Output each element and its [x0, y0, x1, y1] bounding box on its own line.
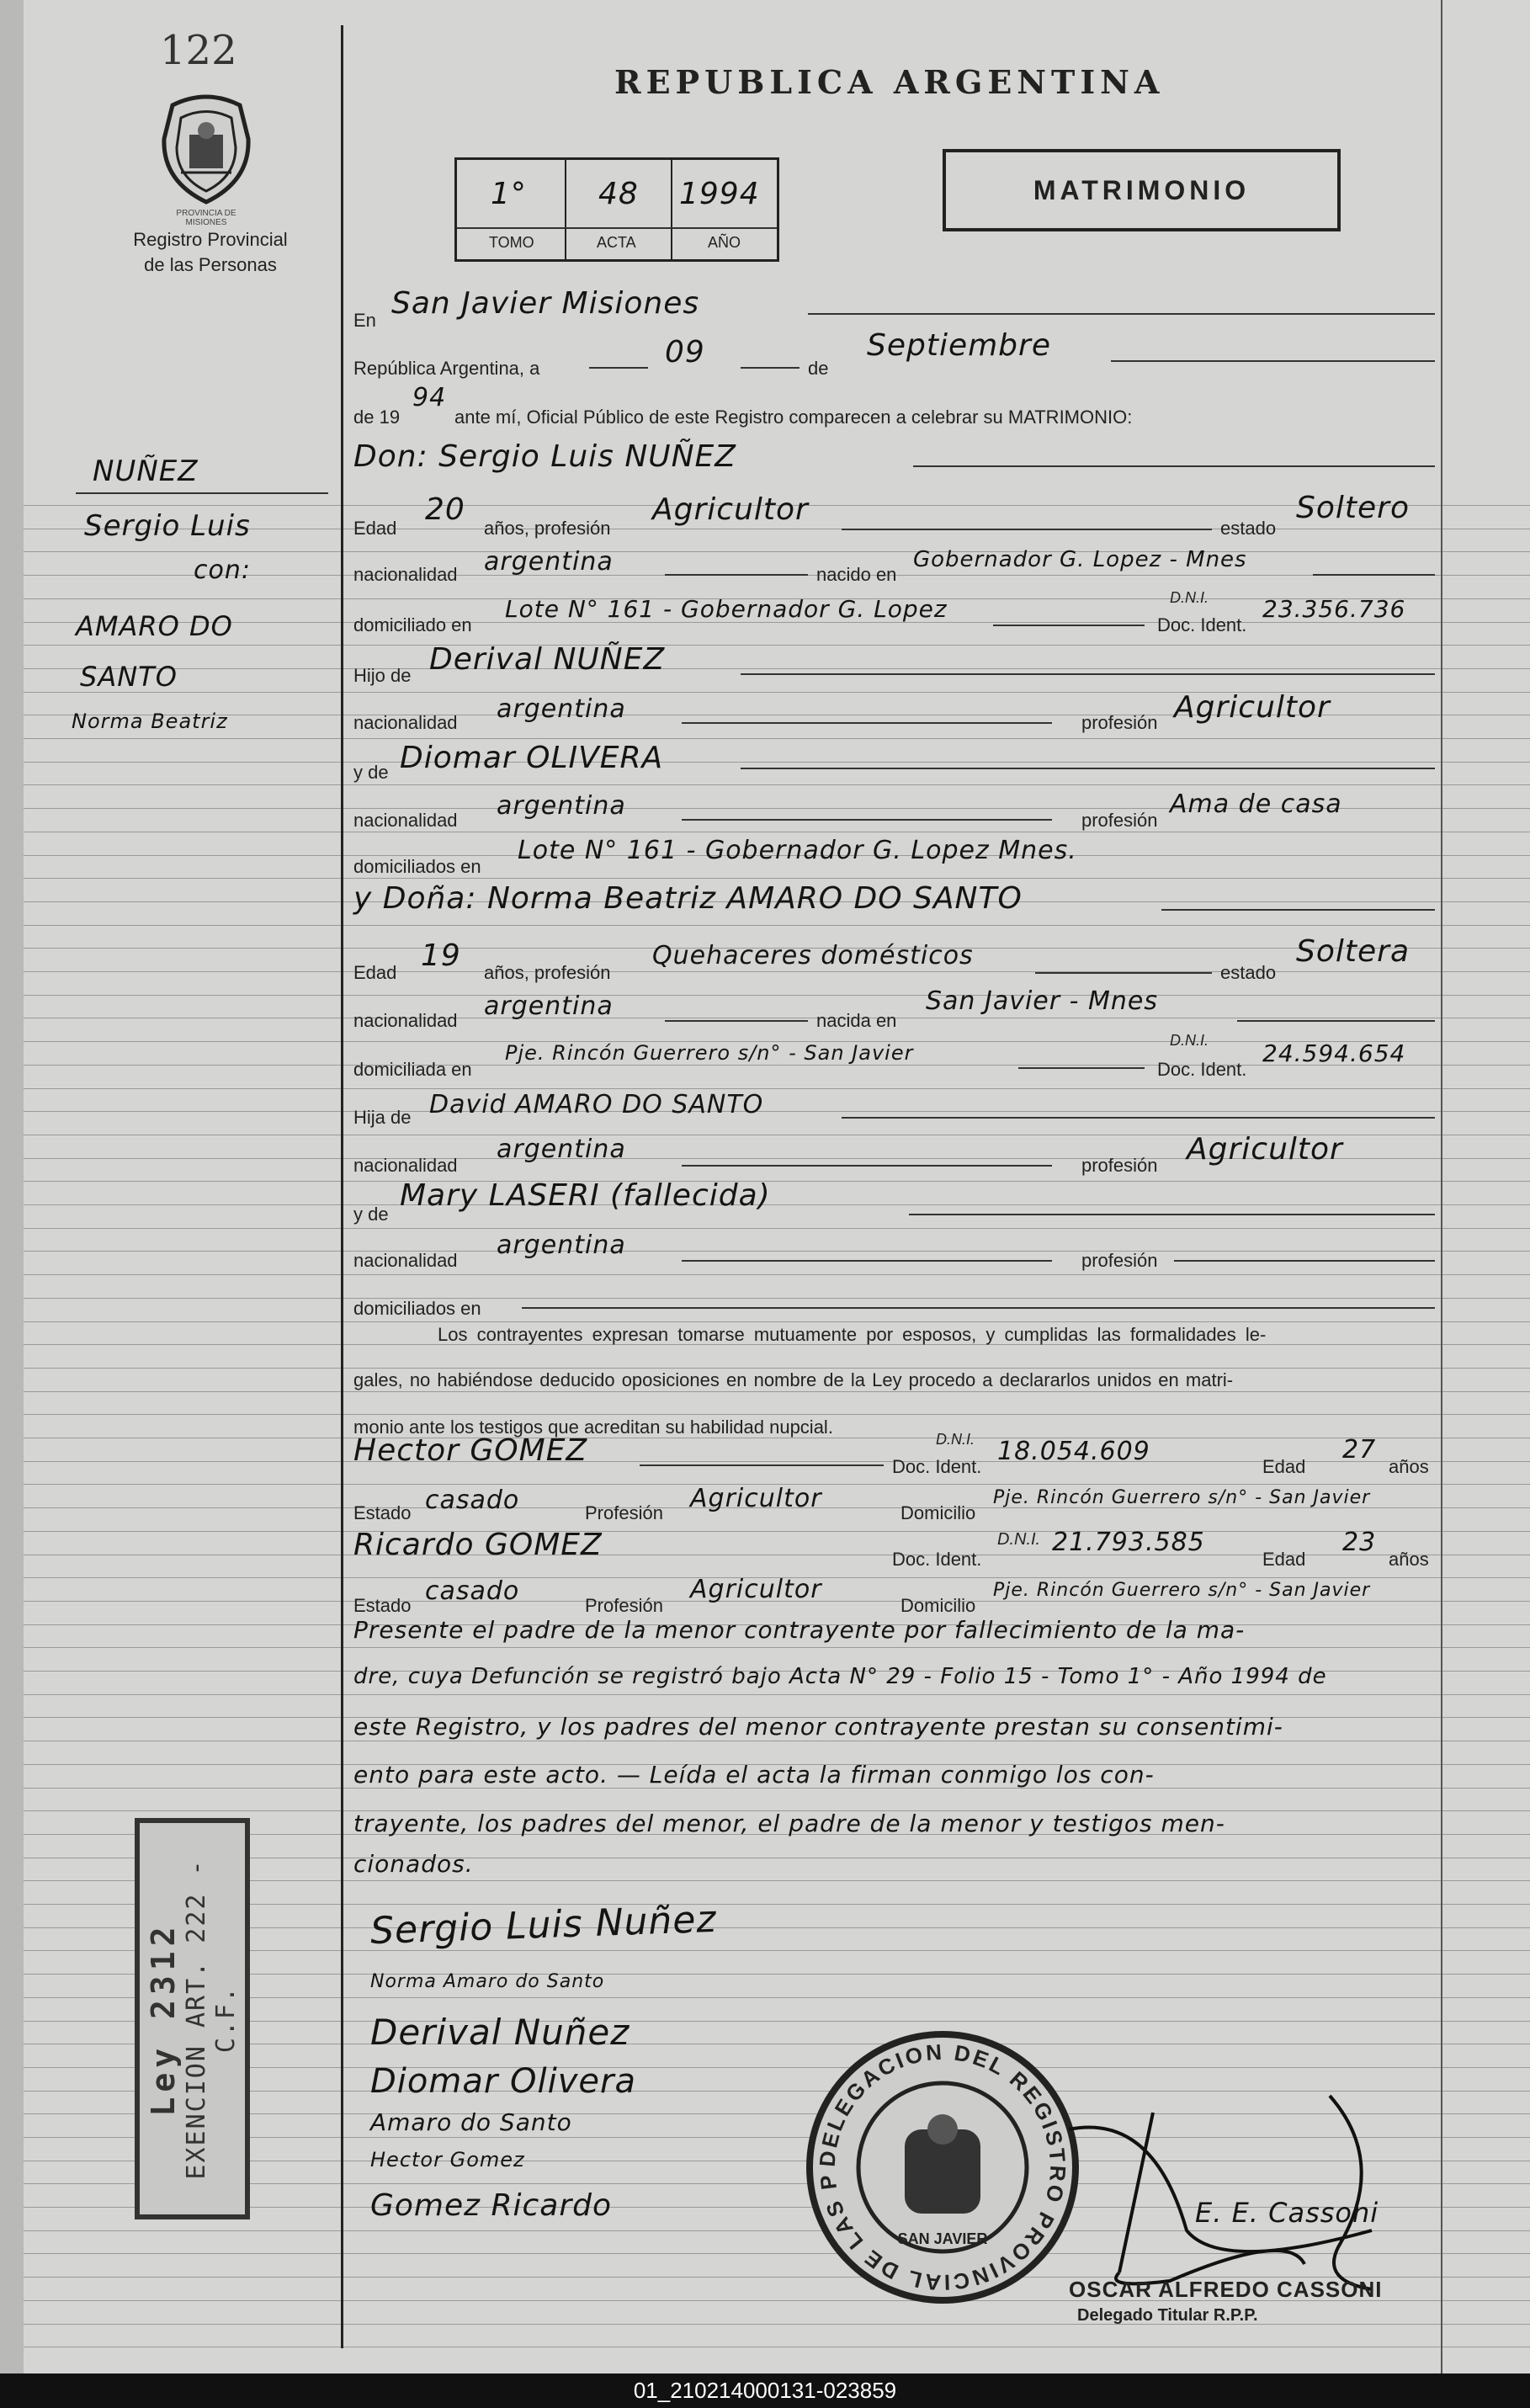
declaration-line-1: Los contrayentes expresan tomarse mutuamente por esposos, y cumplidas las formalidades le- [438, 1324, 1267, 1345]
label-anios: años [1389, 1549, 1429, 1570]
label-nacida-en: nacida en [816, 1010, 897, 1031]
label-profesion: profesión [1081, 1155, 1158, 1176]
day: 09 [665, 335, 705, 369]
note-line-1: Presente el padre de la menor contrayente por fallecimiento de la ma- [353, 1616, 1246, 1644]
label-estado-cap: Estado [353, 1502, 412, 1523]
volume-anio-cell [671, 160, 777, 259]
ruled-line [0, 762, 1530, 763]
label-hija-de: Hija de [353, 1107, 412, 1128]
bride-doc: 24.594.654 [1262, 1039, 1406, 1067]
fill-line [1313, 574, 1435, 576]
witness-1-doc: 18.054.609 [997, 1437, 1150, 1466]
label-estado: estado [1220, 962, 1277, 983]
label-en: En [353, 310, 376, 331]
groom-mother: Diomar OLIVERA [400, 741, 664, 775]
country-title: REPUBLICA ARGENTINA [614, 63, 1165, 101]
bride-age: 19 [421, 938, 461, 973]
witness-2-address: Pje. Rincón Guerrero s/n° - San Javier [993, 1580, 1371, 1601]
ruled-line [0, 1228, 1530, 1229]
ruled-line [0, 925, 1530, 926]
ruled-line [0, 668, 1530, 669]
volume-box [454, 157, 779, 262]
ruled-line [0, 1251, 1530, 1252]
fill-line [1161, 909, 1435, 911]
fill-line [1237, 1020, 1435, 1022]
seal-place: SAN JAVIER [897, 2230, 988, 2247]
label-edad: Edad [353, 962, 397, 983]
label-nacionalidad: nacionalidad [353, 564, 458, 585]
witness-2-name: Ricardo GOMEZ [353, 1528, 603, 1562]
groom-doc: 23.356.736 [1262, 595, 1406, 623]
footer-id: 01_210214000131-023859 [0, 2373, 1530, 2408]
label-anios-profesion: años, profesión [484, 518, 611, 539]
fill-line [808, 313, 1435, 315]
bride-father: David AMARO DO SANTO [429, 1090, 764, 1119]
margin-note-4: AMARO DO [76, 610, 233, 642]
volume-acta-label: ACTA [597, 234, 636, 251]
note-line-5: trayente, los padres del menor, el padre de la menor y testigos men- [353, 1810, 1225, 1837]
label-profesion-cap: Profesión [585, 1502, 663, 1523]
law-stamp-text [145, 1834, 241, 2204]
witness-2-profession: Agricultor [690, 1575, 822, 1604]
fill-line [682, 819, 1052, 821]
witness-2-status: casado [425, 1576, 520, 1606]
ruled-line [0, 1531, 1530, 1532]
label-doc-ident: Doc. Ident. [892, 1456, 982, 1477]
fill-line [682, 722, 1052, 724]
document-type: MATRIMONIO [1033, 174, 1251, 205]
cell-line [457, 227, 565, 229]
signature-groom: Sergio Luis Nuñez [369, 1897, 718, 1954]
fill-line [993, 625, 1145, 626]
fill-line [842, 529, 1212, 530]
page-edge-line [1441, 0, 1442, 2373]
label-doc-ident: Doc. Ident. [1157, 1059, 1247, 1080]
note-line-4: ento para este acto. — Leída el acta la firman conmigo los con- [353, 1761, 1155, 1789]
bride-birthplace: San Javier - Mnes [926, 986, 1158, 1016]
ruled-line [0, 1647, 1530, 1648]
ruled-line [0, 1111, 1530, 1112]
page-left-edge [0, 0, 24, 2373]
signature-groom-father: Derival Nuñez [370, 2012, 630, 2053]
note-line-3: este Registro, y los padres del menor contrayente prestan su consentimi- [353, 1713, 1283, 1741]
month: Septiembre [867, 328, 1051, 363]
official-name: OSCAR ALFREDO CASSONI [1069, 2277, 1383, 2302]
ruled-line [0, 2324, 1530, 2325]
signature-witness-2: Gomez Ricardo [370, 2188, 613, 2223]
volume-anio-value: 1994 [679, 177, 760, 211]
label-domiciliados-en: domiciliados en [353, 1298, 481, 1319]
official-title: Delegado Titular R.P.P. [1077, 2306, 1258, 2325]
margin-underline [76, 492, 328, 494]
label-domicilio: Domicilio [900, 1595, 976, 1616]
label-profesion: profesión [1081, 712, 1158, 733]
volume-tomo-value: 1° [491, 177, 527, 211]
bride-father-nationality: argentina [497, 1135, 626, 1164]
ruled-line [0, 1321, 1530, 1322]
ruled-line [0, 878, 1530, 879]
fill-line [913, 465, 1435, 467]
volume-anio-label: AÑO [708, 234, 741, 251]
ruled-line [0, 1694, 1530, 1695]
law-stamp-line-1: Ley 2312 [144, 1921, 182, 2117]
volume-tomo-label: TOMO [489, 234, 534, 251]
note-line-6: cionados. [353, 1850, 474, 1878]
label-nacionalidad: nacionalidad [353, 1155, 458, 1176]
fill-line [1174, 1260, 1435, 1262]
groom-father: Derival NUÑEZ [429, 642, 666, 677]
label-nacionalidad: nacionalidad [353, 1250, 458, 1271]
label-edad-short: Edad [1262, 1549, 1306, 1570]
fill-line [1111, 360, 1435, 362]
place: San Javier Misiones [391, 286, 700, 321]
margin-note-1: NUÑEZ [93, 454, 199, 488]
label-y-de: y de [353, 762, 389, 783]
groom-nationality: argentina [484, 547, 614, 577]
signature-bride: Norma Amaro do Santo [370, 1971, 605, 1992]
ruled-line [0, 1274, 1530, 1275]
signature-witness-1: Hector Gomez [370, 2148, 525, 2171]
cell-line [671, 227, 777, 229]
groom-mother-nationality: argentina [497, 791, 626, 821]
label-edad-short: Edad [1262, 1456, 1306, 1477]
label-doc-ident: Doc. Ident. [1157, 614, 1247, 635]
emblem-ring-text: PROVINCIA DE MISIONES [176, 209, 236, 227]
groom-birthplace: Gobernador G. Lopez - Mnes [913, 547, 1247, 572]
law-stamp-line-2: EXENCION ART. 222 - C.F. [181, 1858, 241, 2180]
registry-name: Registro Provincial de las Personas [133, 229, 288, 275]
ruled-line [0, 784, 1530, 785]
ruled-line [0, 551, 1530, 552]
ruled-line [0, 738, 1530, 739]
label-profesion: profesión [1081, 810, 1158, 831]
witness-1-address: Pje. Rincón Guerrero s/n° - San Javier [993, 1487, 1371, 1508]
fill-line [1018, 1067, 1145, 1069]
margin-note-3: con: [194, 555, 251, 585]
margin-line [341, 25, 343, 2348]
fill-line [741, 367, 800, 369]
witness-2-doc-type: D.N.I. [997, 1530, 1041, 1549]
ruled-line [0, 1088, 1530, 1089]
volume-tomo-cell [457, 160, 566, 259]
label-estado-cap: Estado [353, 1595, 412, 1616]
label-doc-ident: Doc. Ident. [892, 1549, 982, 1570]
fill-line [741, 768, 1435, 769]
bride-profession: Quehaceres domésticos [652, 941, 974, 970]
fill-line [1035, 972, 1212, 974]
label-de-anio: de 19 [353, 407, 401, 428]
fill-line [522, 1307, 1435, 1309]
svg-text:DELEGACION DEL REGISTRO PROVIN: DELEGACION DEL REGISTRO PROVINCIAL DE LAS P [814, 2039, 1071, 2296]
bride-nationality: argentina [484, 991, 614, 1021]
fill-line [640, 1464, 884, 1466]
label-hijo-de: Hijo de [353, 665, 412, 686]
ruled-line [0, 645, 1530, 646]
fill-line [665, 1020, 808, 1022]
witness-1-doc-type: D.N.I. [936, 1431, 975, 1448]
ruled-line [0, 1298, 1530, 1299]
witness-1-name: Hector GOMEZ [353, 1433, 588, 1468]
fill-line [741, 673, 1435, 675]
signature-bride-father: Amaro do Santo [370, 2108, 572, 2136]
bride-mother: Mary LASERI (fallecida) [400, 1178, 771, 1213]
groom-father-nationality: argentina [497, 694, 626, 724]
witness-1-status: casado [425, 1486, 520, 1515]
declaration-line-3: monio ante los testigos que acreditan su habilidad nupcial. [353, 1417, 833, 1438]
label-anios: años [1389, 1456, 1429, 1477]
bride-doc-type: D.N.I. [1170, 1032, 1209, 1049]
note-line-2: dre, cuya Defunción se registró bajo Acta N° 29 - Folio 15 - Tomo 1° - Año 1994 de [353, 1664, 1327, 1689]
official-signature: E. E. Cassoni [1195, 2197, 1379, 2229]
label-edad: Edad [353, 518, 397, 539]
groom-name: Don: Sergio Luis NUÑEZ [353, 439, 736, 474]
label-nacionalidad: nacionalidad [353, 810, 458, 831]
label-profesion: profesión [1081, 1250, 1158, 1271]
volume-acta-cell [565, 160, 672, 259]
label-profesion-cap: Profesión [585, 1595, 663, 1616]
bride-name: y Doña: Norma Beatriz AMARO DO SANTO [353, 881, 1023, 916]
margin-note-5: SANTO [80, 661, 178, 693]
fill-line [589, 367, 648, 369]
label-nacionalidad: nacionalidad [353, 1010, 458, 1031]
groom-profession: Agricultor [652, 492, 809, 527]
fill-line [665, 574, 808, 576]
margin-note-6: Norma Beatriz [72, 710, 228, 733]
groom-parents-address: Lote N° 161 - Gobernador G. Lopez Mnes. [518, 836, 1077, 865]
ruled-line [0, 995, 1530, 996]
groom-status: Soltero [1296, 491, 1410, 525]
label-nacionalidad: nacionalidad [353, 712, 458, 733]
intro-text: ante mí, Oficial Público de este Registro comparecen a celebrar su MATRIMONIO: [454, 407, 1133, 428]
witness-1-profession: Agricultor [690, 1484, 822, 1513]
ruled-line [0, 971, 1530, 972]
bride-mother-nationality: argentina [497, 1231, 626, 1260]
groom-age: 20 [425, 492, 465, 527]
label-y-de: y de [353, 1204, 389, 1225]
label-domiciliado-en: domiciliado en [353, 614, 472, 635]
label-estado: estado [1220, 518, 1277, 539]
witness-1-age: 27 [1342, 1435, 1377, 1464]
label-anios-profesion: años, profesión [484, 962, 611, 983]
fill-line [682, 1165, 1052, 1167]
label-domiciliados-en: domiciliados en [353, 856, 481, 877]
ruled-line [0, 1414, 1530, 1415]
witness-2-age: 23 [1342, 1528, 1377, 1557]
document-type-box [943, 149, 1341, 231]
bride-address: Pje. Rincón Guerrero s/n° - San Javier [505, 1041, 914, 1065]
page-number: 122 [160, 27, 237, 74]
margin-note-2: Sergio Luis [84, 509, 251, 543]
ruled-line [0, 1391, 1530, 1392]
groom-mother-profession: Ama de casa [1170, 789, 1342, 819]
official-signature-mark [1052, 2079, 1405, 2298]
witness-2-doc: 21.793.585 [1052, 1528, 1205, 1557]
groom-address: Lote N° 161 - Gobernador G. Lopez [505, 595, 948, 623]
label-de: de [808, 358, 829, 379]
fill-line [842, 1117, 1435, 1119]
label-domiciliada-en: domiciliada en [353, 1059, 472, 1080]
declaration-line-2: gales, no habiéndose deducido oposiciones en nombre de la Ley procedo a declararlos unidos en matri- [353, 1369, 1234, 1390]
bride-status: Soltera [1296, 934, 1410, 969]
year-suffix: 94 [412, 383, 447, 412]
provincial-emblem [156, 88, 257, 206]
fill-line [682, 1260, 1052, 1262]
groom-father-profession: Agricultor [1174, 690, 1331, 725]
label-republica: República Argentina, a [353, 358, 540, 379]
ruled-line [0, 1368, 1530, 1369]
delegation-seal [804, 2028, 1081, 2306]
bride-father-profession: Agricultor [1187, 1132, 1343, 1167]
law-stamp [135, 1818, 250, 2219]
label-domicilio: Domicilio [900, 1502, 976, 1523]
cell-line [565, 227, 671, 229]
signature-groom-mother: Diomar Olivera [370, 2062, 636, 2101]
fill-line [909, 1214, 1435, 1215]
volume-acta-value: 48 [598, 177, 639, 211]
label-nacido-en: nacido en [816, 564, 897, 585]
groom-doc-type: D.N.I. [1170, 589, 1209, 606]
